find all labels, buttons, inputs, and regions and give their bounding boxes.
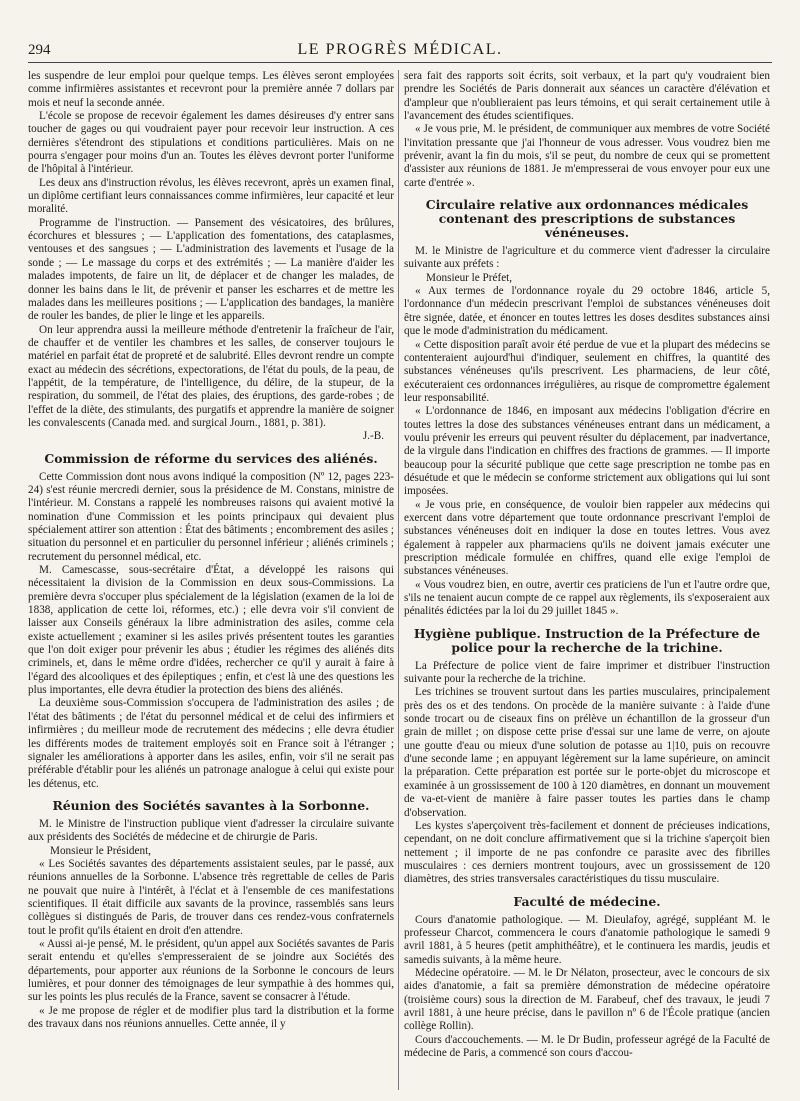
- paragraph: Médecine opératoire. — M. le Dr Nélaton, prosecteur, avec le concours de six aides d'anatomie, a fait sa première démonstration de médecine opératoire (troisième cours) sous la direction de M. Farabeuf, chef des travaux, le jeudi 7 avril 1881, à une heure précise, dans le pavillon nº 6 de l'École pratique (ancien collège Rollin).: [404, 966, 770, 1033]
- section-heading: Réunion des Sociétés savantes à la Sorbonne.: [52, 797, 370, 813]
- salutation: Monsieur le Président,: [50, 844, 151, 857]
- paragraph: sera fait des rapports soit écrits, soit verbaux, et la part qu'y voudraient bien prendre les Sociétés de Paris donnerait aux séances un caractère d'élévation et d'ampleur que n'oublieraient pas leurs témoins, et qui serait certainement utile à l'avancement des études scientifiques.: [404, 70, 770, 123]
- column-divider: [398, 70, 399, 1090]
- page-number: 294: [28, 42, 51, 58]
- paragraph: Cours d'accouchements. — M. le Dr Budin, professeur agrégé de la Faculté de médecine de Paris, a commencé son cours d'accou-: [404, 1033, 770, 1059]
- paragraph: « Aux termes de l'ordonnance royale du 29 octobre 1846, article 5, l'ordonnance d'un médecin prescrivant l'emploi de substances vénéneuses doit être signée, datée, et énoncer en toutes lettres les doses desdites substances ainsi que le mode d'administration du médicament.: [404, 285, 770, 338]
- paragraph: « Cette disposition paraît avoir été perdue de vue et la plupart des médecins se contenteraient aujourd'hui d'indiquer, seulement en chiffres, la quantité des substances vénéneuses qu'ils prescrivent. Les pharmaciens, de leur côté, exécuteraient ces ordonnances irrégulières, au risque de compromettre également leur responsabilité.: [404, 338, 770, 404]
- paragraph: M. Camescasse, sous-secrétaire d'État, a développé les raisons qui nécessitaient la division de la Commission en deux sous-Commissions. La première devra s'occuper plus spécialement de la législation (examen de la loi de 1838, application de cette loi, réformes, etc.) ; elle devra voir s'il convient de laisser aux Conseils généraux la libre administration des asiles, comme cela existe actuellement ; examiner si les asiles privés présentent toutes les garanties que l'on doit exiger pour prévenir les abus ; étudier les régimes des aliénés dits criminels, et, dans le même ordre d'idées, rechercher ce qu'il y aurait à faire à l'égard des alcooliques et des épileptiques ; enfin, et c'est là une des questions les plus importantes, elle devra étudier la protection des biens des aliénés.: [28, 564, 394, 697]
- paragraph: M. le Ministre de l'agriculture et du commerce vient d'adresser la circulaire suivante aux préfets :: [404, 245, 770, 271]
- paragraph: Les trichines se trouvent surtout dans les parties musculaires, principalement près des os et des tendons. On procède de la manière suivante : à l'aide d'une sonde trocart ou de ciseaux fins on prélève un échantillon de la grosseur d'un grain de millet ; on dispose cette prise d'essai sur une lame de verre, on ajoute une goutte d'eau ou mieux d'une solution de potasse au 1|10, puis on recouvre d'une seconde lame ; en appuyant légèrement sur la lame supérieure, on amincit la préparation. Cette préparation est portée sur le porte-objet du microscope et examinée à un grossissement de 100 à 120 diamètres, en donnant un mouvement de va-et-vient de manière à faire passer toutes les parties dans le champ d'observation.: [404, 686, 770, 819]
- journal-title: LE PROGRÈS MÉDICAL.: [297, 41, 503, 58]
- paragraph: « Les Sociétés savantes des départements assistaient seules, par le passé, aux réunions annuelles de la Sorbonne. L'absence très regrettable de celles de Paris ne pouvait que nuire à l'intérêt, à l'éclat et à l'ensemble de ces manifestations scientifiques. Il était difficile aux savants de la province, rassemblés sans leurs collègues si distingués de Paris, de trouver dans ces rendez-vous confraternels tout le profit qu'ils étaient en droit d'en attendre.: [28, 857, 394, 937]
- paragraph: les suspendre de leur emploi pour quelque temps. Les élèves seront employées comme infirmières assistantes et recevront pour la première année 7 dollars par mois et neuf la seconde année.: [28, 70, 394, 109]
- paragraph: « Je me propose de régler et de modifier plus tard la distribution et la forme des travaux dans nos réunions annuelles. Cette année, il y: [28, 1004, 394, 1031]
- paragraph: Programme de l'instruction. — Pansement des vésicatoires, des brûlures, écorchures et blessures ; — L'application des fomentations, des cataplasmes, ventouses et des sangsues ; — L'administration des lavements et l'usage de la sonde ; — Le massage du corps et des extrémités ; — La manière d'aider les malades impotents, de faire un lit, de déplacer et de changer les malades, de donner les bains dans le lit, de prévenir et panser les escharres et de mettre les malades dans les meilleures positions ; — L'application des bandages, la manière de rouler les bandes, de plier le linge et les appareils.: [28, 216, 394, 323]
- right-column: [404, 70, 770, 1090]
- paragraph: La Préfecture de police vient de faire imprimer et distribuer l'instruction suivante pour la recherche de la trichine.: [404, 659, 770, 686]
- paragraph: « Aussi ai-je pensé, M. le président, qu'un appel aux Sociétés savantes de Paris serait entendu et qu'elles s'empresseraient de se joindre aux Sociétés des départements, pour apporter aux réunions de la Sorbonne le concours de leurs lumières, et pour donner des témoignages de leur sympathie à des hommes qui, sur les points les plus reculés de la France, savent se consacrer à l'étude.: [28, 937, 394, 1004]
- paragraph: Les kystes s'aperçoivent très-facilement et donnent de précieuses indications, cependant, on ne doit conclure affirmativement que si la trichine s'aperçoit bien nettement ; il importe de ne pas confondre ce parasite avec des fibrilles musculaires : ces derniers montrent toujours, avec un grossissement de 120 diamètres, des stries transversales caractéristiques du tissu musculaire.: [404, 819, 770, 886]
- page-header: [28, 38, 772, 63]
- section-heading: Hygiène publique. Instruction de la Préfecture de police pour la recherche de la trichine.: [413, 625, 761, 655]
- paragraph: « Vous voudrez bien, en outre, avertir ces praticiens de l'un et l'autre ordre que, s'ils ne tenaient aucun compte de ce rappel aux règlements, ils s'exposeraient aux pénalités édictées par la loi du 29 juillet 1845 ».: [404, 578, 770, 618]
- paragraph: M. le Ministre de l'instruction publique vient d'adresser la circulaire suivante aux présidents des Sociétés de médecine et de chirurgie de Paris.: [28, 817, 394, 844]
- signature: J.-B.: [362, 430, 384, 443]
- paragraph: Les deux ans d'instruction révolus, les élèves recevront, après un examen final, un diplôme certifiant leurs connaissances comme infirmières, leur capacité et leur moralité.: [28, 176, 394, 216]
- paragraph: « L'ordonnance de 1846, en imposant aux médecins l'obligation d'écrire en toutes lettres la dose des substances vénéneuses entrant dans un médicament, a voulu prévenir les erreurs qui peuvent résulter du déplacement, par inadvertance, de la virgule dans l'indication en chiffres des fractions de grammes. — Il importe beaucoup pour la sécurité publique que cette sage prescription ne tombe pas en désuétude et que le médecin se conforme strictement aux obligations qui lui sont imposées.: [404, 405, 770, 498]
- paragraph: « Je vous prie, en conséquence, de vouloir bien rappeler aux médecins qui exercent dans votre département que toute ordonnance prescrivant l'emploi de substances vénéneuses doit en indiquer la dose en toutes lettres. Vous avez également à rappeler aux pharmaciens qu'ils ne doivent jamais exécuter une prescription médicale formulée en chiffres, quand elle exige l'emploi de substances vénéneuses.: [404, 498, 770, 578]
- paragraph: Cette Commission dont nous avons indiqué la composition (Nº 12, pages 223-24) s'est réunie mercredi dernier, sous la présidence de M. Constans, ministre de l'intérieur. M. Constans a rappelé les nombreuses raisons qui avaient motivé la nomination d'une Commission et les points principaux qui devaient plus spécialement attirer son attention : État des bâtiments ; encombrement des asiles ; situation du personnel et en particulier du personnel inférieur ; aliénés criminels ; recrutement du personnel médical, etc.: [28, 470, 394, 563]
- paragraph: L'école se propose de recevoir également les dames désireuses d'y entrer sans toucher de gages ou qui voudraient payer pour recevoir leur instruction. A ces dernières s'étendront des stipulations et conditions particulières. Mais on ne pourra s'engager pour moins d'un an. Toutes les élèves devront porter l'uniforme de l'hôpital à l'intérieur.: [28, 110, 394, 176]
- left-column: [28, 70, 394, 1090]
- paragraph: « Je vous prie, M. le président, de communiquer aux membres de votre Société l'invitation pressante que j'ai l'honneur de vous adresser. Vous voudrez bien me prévenir, avant la fin du mois, s'il se peut, du nombre de ceux qui se promettent d'assister aux réunions de 1881. Je m'empresserai de vous envoyer pour eux une carte d'entrée ».: [404, 123, 770, 189]
- salutation: Monsieur le Préfet,: [426, 271, 513, 284]
- paragraph: La deuxième sous-Commission s'occupera de l'administration des asiles ; de l'état des bâtiments ; de l'état du personnel médical et de celui des infirmiers et infirmières ; du meilleur mode de recrutement des médecins ; elle devra étudier les différents modes de traitement employés soit en France soit à l'étranger ; signaler les améliorations à apporter dans les asiles, enfin, voir s'il ne serait pas préférable d'établir pour les aliénés un patronage analogue à celui qui existe pour les détenus, etc.: [28, 697, 394, 790]
- section-heading: Circulaire relative aux ordonnances médicales contenant des prescriptions de substances vénéneuses.: [425, 197, 749, 241]
- signature-line: [28, 430, 394, 443]
- paragraph: Cours d'anatomie pathologique. — M. Dieulafoy, agrégé, suppléant M. le professeur Charcot, commencera le cours d'anatomie pathologique le samedi 9 avril 1881, à 5 heures (petit amphithéâtre), et le continuera les mardis, jeudis et samedis suivants, à la même heure.: [404, 913, 770, 966]
- section-heading: Commission de réforme du services des aliénés.: [44, 450, 378, 466]
- paragraph: On leur apprendra aussi la meilleure méthode d'entretenir la fraîcheur de l'air, de chauffer et de ventiler les chambres et les salles, de conserver toujours le matériel en parfait état de propreté et de salubrité. Elles devront rendre un compte exact au médecin des sécrétions, expectorations, de l'état du pouls, de la peau, de l'appétit, de la température, de l'intelligence, du délire, de la stupeur, de la respiration, du sommeil, de l'état des plaies, des éruptions, des garde-robes ; de l'effet de la diète, des stimulants, des purgatifs et apprendre la manière de soigner les convalescents (Canada med. and surgical Journ., 1881, p. 381).: [28, 323, 394, 429]
- section-heading: Faculté de médecine.: [513, 893, 661, 909]
